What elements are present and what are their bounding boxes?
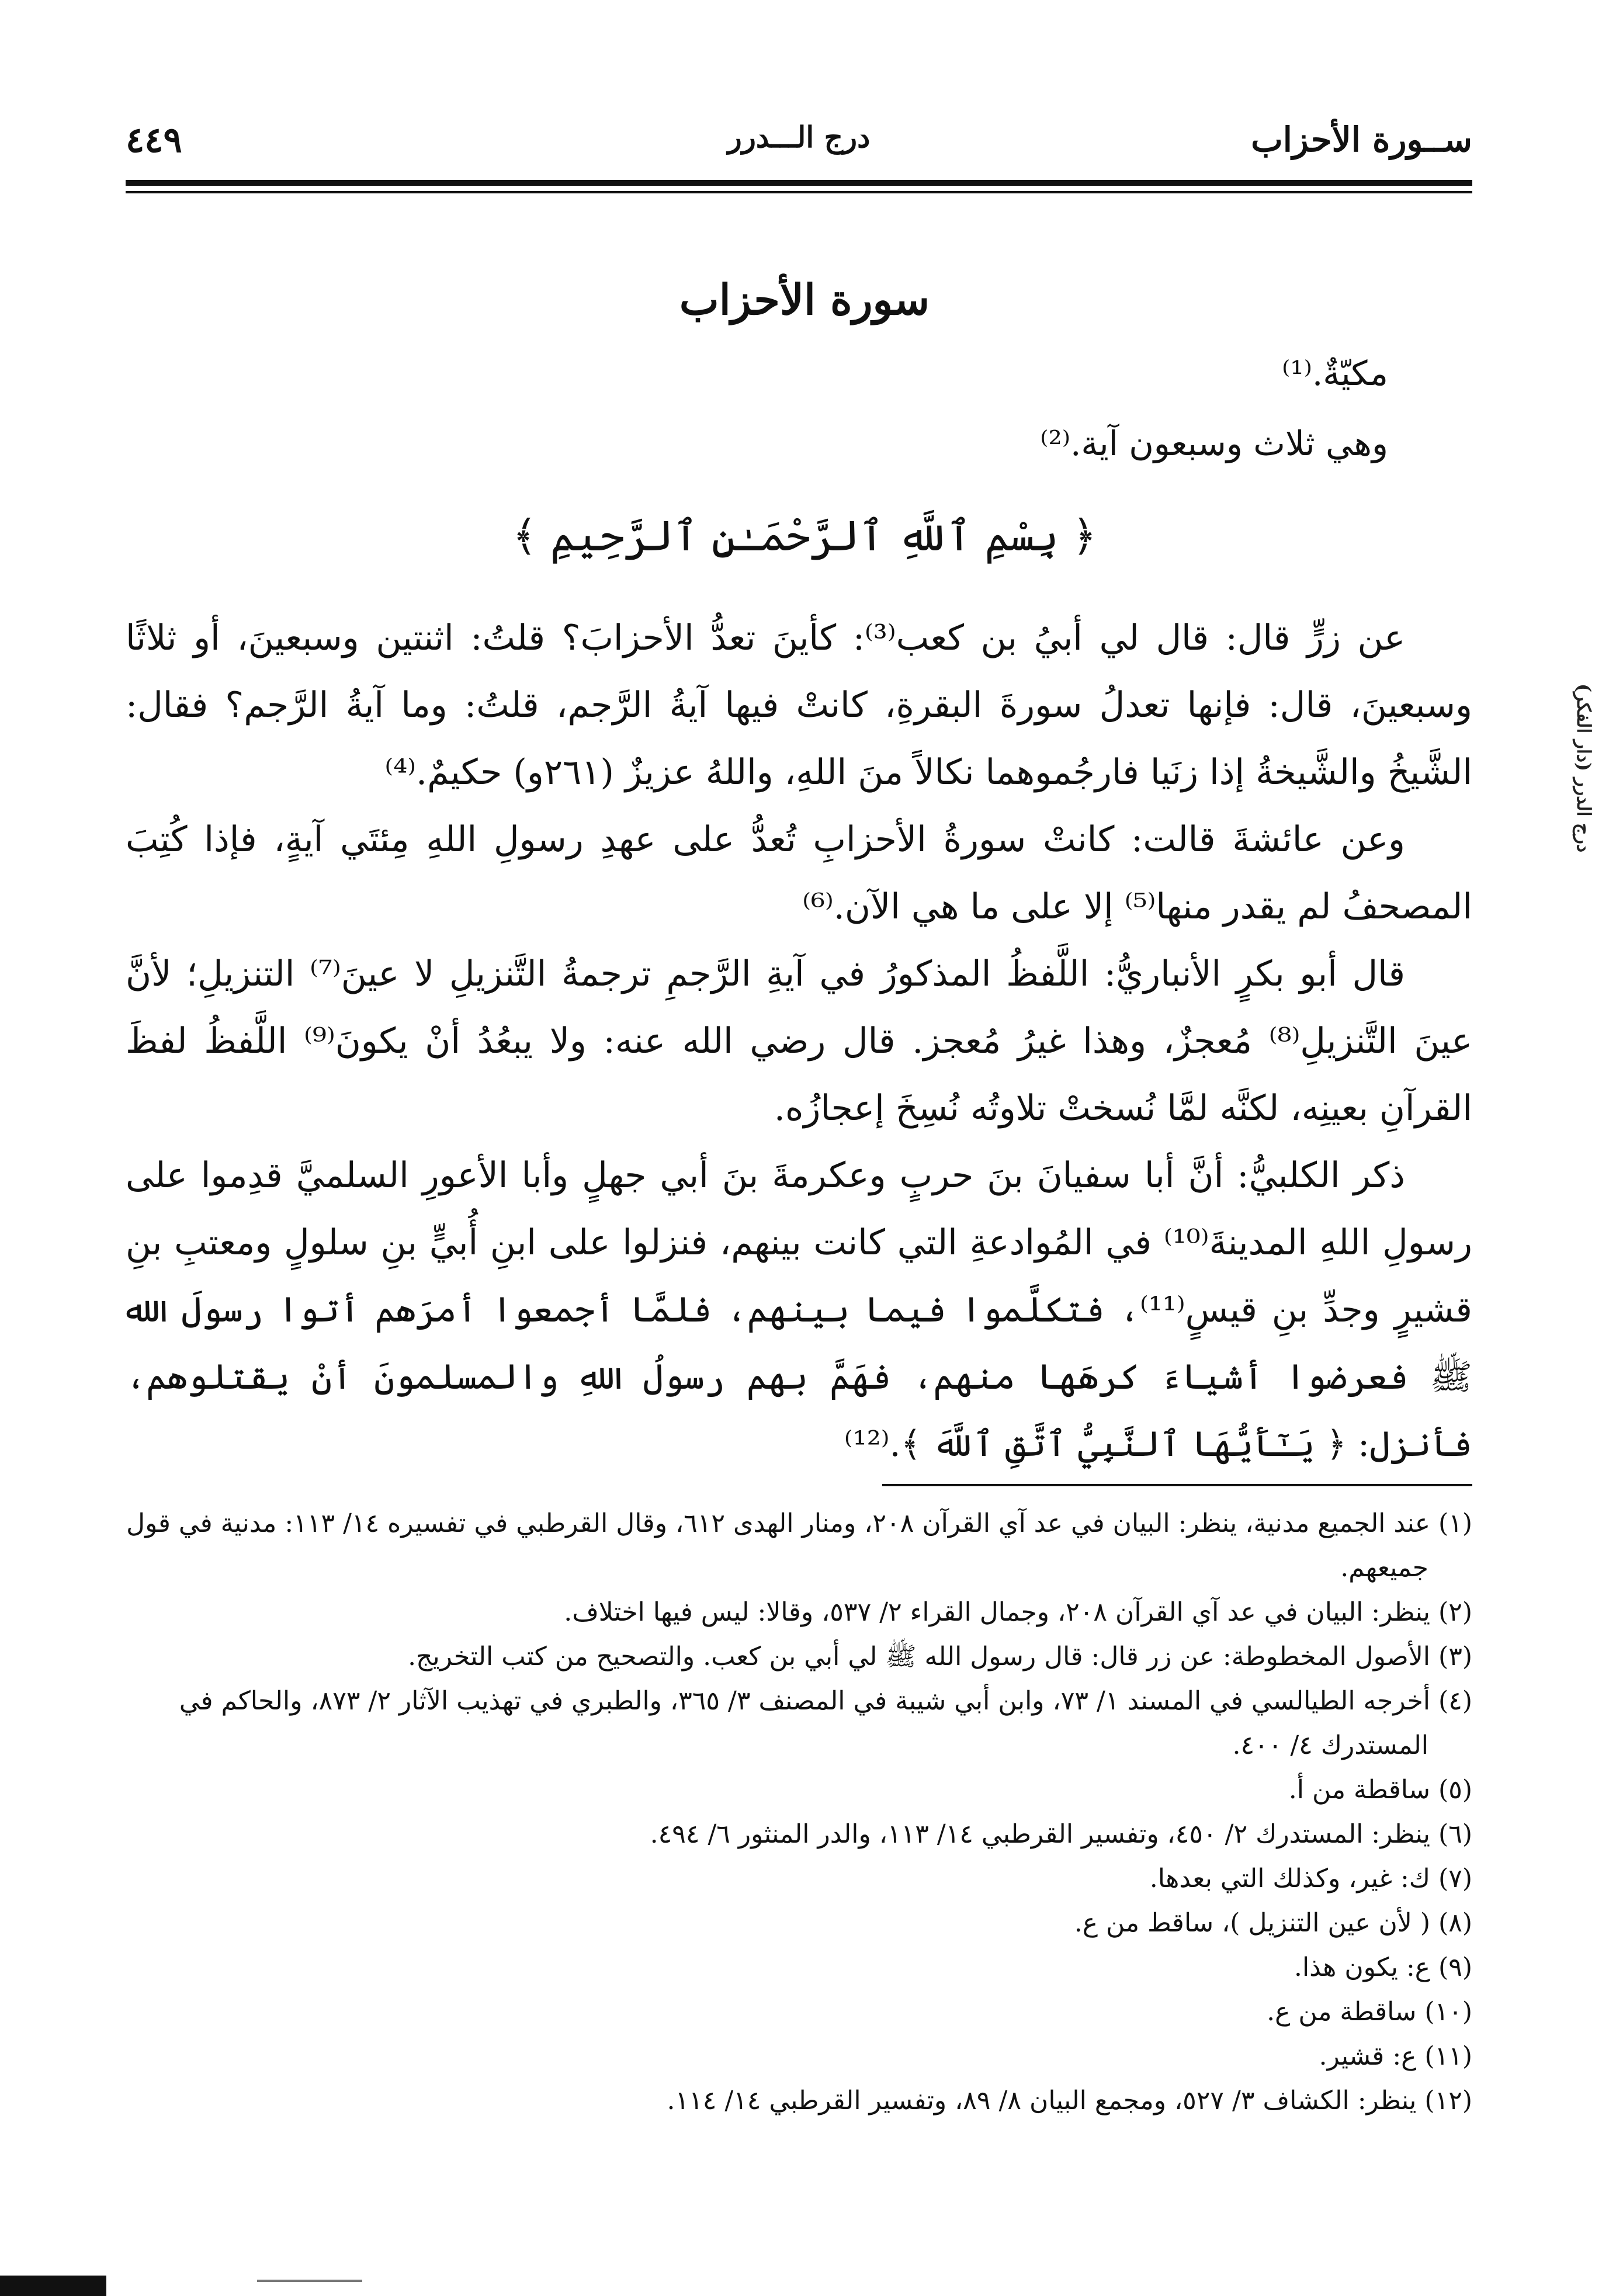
surah-makkiyya: مكيّةٌ.⁽¹⁾: [1282, 353, 1388, 393]
footnote: (٧) ك: غير، وكذلك التي بعدها.: [1149, 1864, 1472, 1893]
footnote: (١) عند الجميع مدنية، ينظر: البيان في عد آي القرآن ٢٠٨، ومنار الهدى ٦١٢، وقال القرطبي في تفسيره ١٤/ ١١٣: مدنية في قول جميعهم.: [126, 1508, 1472, 1583]
footnote-separator: [882, 1484, 1472, 1486]
header-book-title: درج الـــدرر: [727, 120, 871, 154]
paragraph: عن زرٍّ قال: قال لي أبيُ بن كعب⁽³⁾: كأينَ تعدُّ الأحزابَ؟ قلتُ: اثنتين وسبعينَ، أو ثلاثًا وسبعينَ، قال: فإنها تعدلُ سورةَ البقرةِ، كانتْ فيها آيةُ الرَّجم، قلتُ: وما آيةُ الرَّجم؟ فقال: الشَّيخُ والشَّيخةُ إذا زنَيا فارجُموهما نكالاً منَ اللهِ، واللهُ عزيزٌ (٢٦١و) حكيمٌ.⁽⁴⁾: [126, 618, 1472, 793]
footnote: (٣) الأصول المخطوطة: عن زر قال: قال رسول الله ﷺ لي أبي بن كعب. والتصحيح من كتب التخريج.: [408, 1642, 1472, 1671]
footnote: (٩) ع: يكون هذا.: [1294, 1952, 1472, 1982]
paragraph: وعن عائشةَ قالت: كانتْ سورةُ الأحزابِ تُعدُّ على عهدِ رسولِ اللهِ مِئتَي آيةٍ، فإذا كُتِبَ المصحفُ لم يقدر منها⁽⁵⁾ إلا على ما هي الآن.⁽⁶⁾: [126, 819, 1472, 927]
basmala: ﴿ بِسْمِ ٱللَّهِ ٱلرَّحْمَـٰنِ ٱلرَّحِيمِ ﴾: [512, 511, 1097, 560]
main-text: [126, 605, 1472, 1478]
footnote: (١١) ع: قشير.: [1319, 2041, 1472, 2071]
footnote: (١٢) ينظر: الكشاف ٣/ ٥٢٧، ومجمع البيان ٨/ ٨٩، وتفسير القرطبي ١٤/ ١١٤.: [667, 2086, 1472, 2115]
footnote: (٥) ساقطة من أ.: [1288, 1775, 1472, 1805]
scan-corner-mark: [0, 2276, 106, 2296]
header-surah-name: ســورة الأحزاب: [1251, 120, 1472, 159]
running-header: [126, 120, 1472, 178]
paragraph: قال أبو بكرٍ الأنباريُّ: اللَّفظُ المذكورُ في آيةِ الرَّجمِ ترجمةُ التَّنزيلِ لا عينَ⁽⁷⁾ التنزيلِ؛ لأنَّ عينَ التَّنزيلِ⁽⁸⁾ مُعجزٌ، وهذا غيرُ مُعجز. قال رضي الله عنه: ولا يبعُدُ أنْ يكونَ⁽⁹⁾ اللَّفظُ لفظَ القرآنِ بعينِه، لكنَّه لمَّا نُسختْ تلاوتُه نُسِخَ إعجازُه.: [126, 953, 1473, 1129]
page-number: ٤٤٩: [126, 120, 182, 161]
footnote: (٦) ينظر: المستدرك ٢/ ٤٥٠، وتفسير القرطبي ١٤/ ١١٣، والدر المنثور ٦/ ٤٩٤.: [650, 1819, 1472, 1849]
header-rule-thick: [126, 180, 1472, 186]
footnote: (١٠) ساقطة من ع.: [1267, 1997, 1472, 2027]
footnote: (٤) أخرجه الطيالسي في المسند ١/ ٧٣، وابن أبي شيبة في المصنف ٣/ ٣٦٥، والطبري في تهذيب الآثار ٢/ ٨٧٣، والحاكم في المستدرك ٤/ ٤٠٠.: [179, 1686, 1472, 1760]
page-title: سورة الأحزاب: [679, 275, 930, 324]
footnotes: [126, 1501, 1472, 2123]
margin-note: درج الدرر (دار الفكر): [1573, 684, 1595, 853]
footnote: (٨) ( لأن عين التنزيل )، ساقط من ع.: [1074, 1908, 1472, 1938]
surah-verse-count: وهي ثلاث وسبعون آية.⁽²⁾: [1040, 424, 1388, 463]
footnote: (٢) ينظر: البيان في عد آي القرآن ٢٠٨، وجمال القراء ٢/ ٥٣٧، وقالا: ليس فيها اختلاف.: [564, 1597, 1472, 1627]
scan-edge-line: [257, 2280, 362, 2282]
header-rule-thin: [126, 191, 1472, 193]
paragraph: ذكر الكلبيُّ: أنَّ أبا سفيانَ بنَ حربٍ وعكرمةَ بنَ أبي جهلٍ وأبا الأعورِ السلميَّ قدِموا على رسولِ اللهِ المدينةَ⁽¹⁰⁾ في المُوادعةِ التي كانت بينهم، فنزلوا على ابنِ أُبيٍّ بنِ سلولٍ ومعتبِ بنِ قشيرٍ وجدِّ بنِ قيسٍ⁽¹¹⁾، فتكلَّموا فيما بينهم، فلمَّا أجمعوا أمرَهم أتوا رسولَ الله ﷺ فعرضوا أشياءَ كرهَها منهم، فهَمَّ بهم رسولُ اللهِ والمسلمونَ أنْ يقتلوهم، فأنزل: ﴿ يَـٰٓأَيُّهَا ٱلنَّبِيُّ ٱتَّقِ ٱللَّهَ ﴾.⁽¹²⁾: [126, 1155, 1472, 1465]
